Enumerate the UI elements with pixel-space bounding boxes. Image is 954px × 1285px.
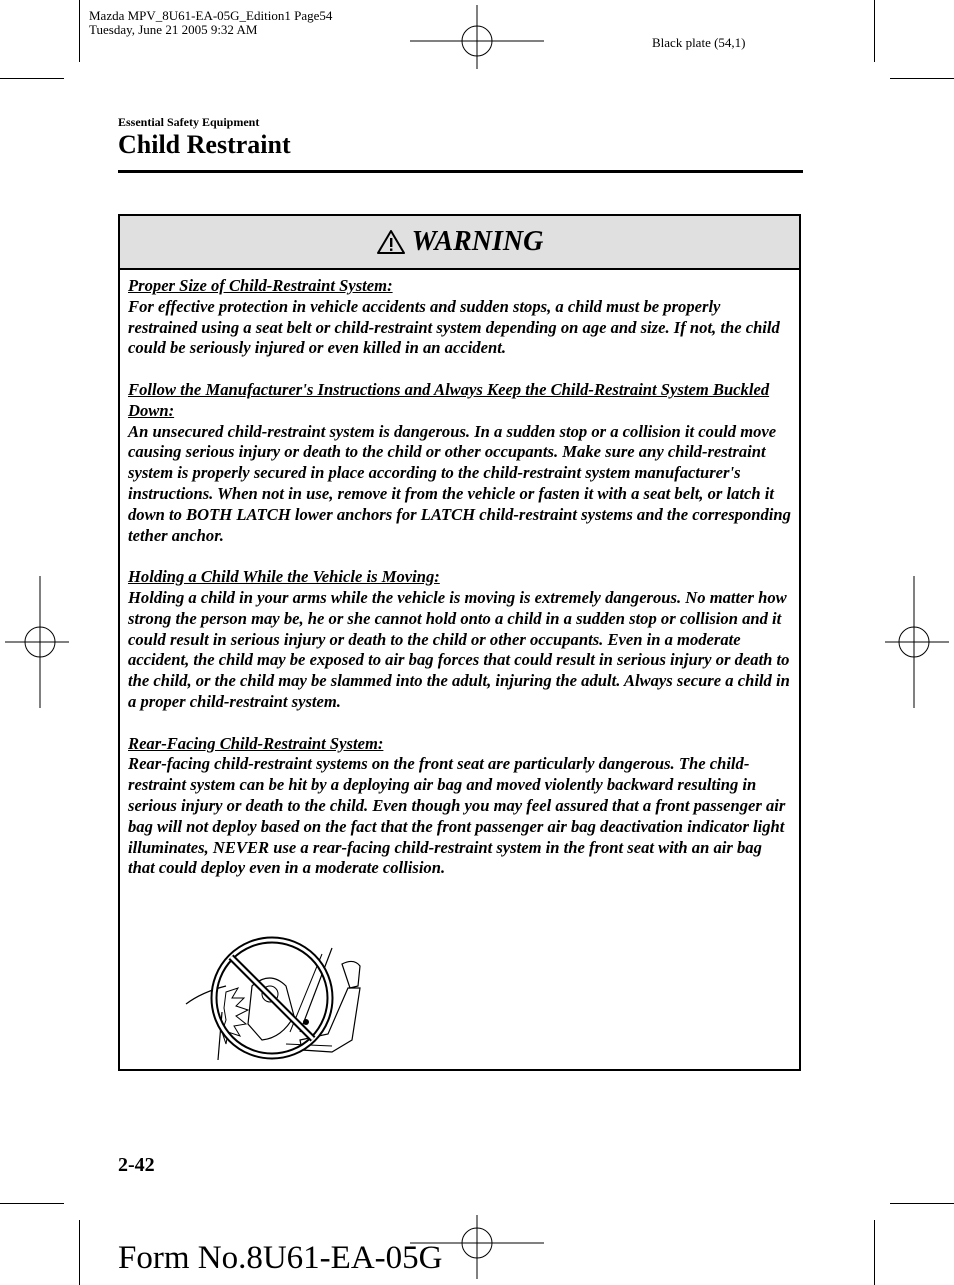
warning-body [128,276,791,900]
section-label: Essential Safety Equipment [118,115,260,129]
crop-mark [0,1203,64,1204]
crop-mark [874,1220,875,1285]
form-number: Form No.8U61-EA-05G [118,1240,443,1276]
registration-mark-top [410,5,544,69]
warning-paragraph-heading: Proper Size of Child-Restraint System: [128,276,393,295]
warning-paragraph-text: Rear-facing child-restraint systems on the front seat are particularly dangerous. The child-restraint system can be hit by a deploying air bag and moved violently backward resulting in serious injury or death to the child. Even though you may feel assured that a front passenger air bag will not deploy based on the fact that the front passenger air bag deactivation indicator light illuminates, NEVER use a rear-facing child-restraint system in the front seat with an air bag that could deploy even in a moderate collision. [128,754,786,878]
warning-title: WARNING [411,226,544,257]
warning-paragraph [128,567,791,713]
warning-box [118,214,801,1071]
warning-paragraph-text: An unsecured child-restraint system is dangerous. In a sudden stop or a collision it could move causing serious injury or death to the child or other occupants. Make sure any child-restraint system is properly secured in place according to the child-restraint system manufacturer's instructions. When not in use, remove it from the vehicle or fasten it with a seat belt, or latch it down to BOTH LATCH lower anchors for LATCH child-restraint systems and the corresponding tether anchor. [128,421,791,545]
warning-paragraph-heading: Follow the Manufacturer's Instructions and Always Keep the Child-Restraint System Buckled Down: [128,379,770,420]
slug-line-1: Mazda MPV_8U61-EA-05G_Edition1 Page54 [89,8,333,23]
warning-paragraph-heading: Rear-Facing Child-Restraint System: [128,733,384,753]
crop-mark [890,78,954,79]
warning-paragraph-text: For effective protection in vehicle accidents and sudden stops, a child must be properly restrained using a seat belt or child-restraint system depending on age and size. If not, the child could be seriously injured or even killed in an accident. [128,296,780,358]
warning-paragraph [128,734,791,880]
warning-paragraph [128,276,791,359]
warning-paragraph [128,380,791,546]
black-plate-label: Black plate (54,1) [652,35,746,50]
crop-mark [0,78,64,79]
warning-triangle-icon [376,229,406,255]
page-number: 2-42 [118,1154,155,1176]
crop-mark [79,1220,80,1285]
registration-mark-left [5,576,69,708]
page-title: Child Restraint [118,130,291,159]
warning-paragraph-heading: Holding a Child While the Vehicle is Moving: [128,567,440,587]
crop-mark [874,0,875,62]
no-rear-facing-seat-airbag-illustration [182,928,382,1064]
warning-paragraph-text: Holding a child in your arms while the vehicle is moving is extremely dangerous. No matter how strong the person may be, he or she cannot hold onto a child in a sudden stop or collision and it could result in serious injury or death to the child or other occupants. Even in a moderate accident, the child may be exposed to air bag forces that could result in serious injury or death to the child, or the child may be slammed into the adult, injuring the adult. Always secure a child in a proper child-restraint system. [128,587,790,711]
title-rule [118,170,803,173]
slug-line-2: Tuesday, June 21 2005 9:32 AM [89,22,258,37]
registration-mark-right [885,576,949,708]
warning-header [120,216,799,270]
crop-mark [890,1203,954,1204]
crop-mark [79,0,80,62]
